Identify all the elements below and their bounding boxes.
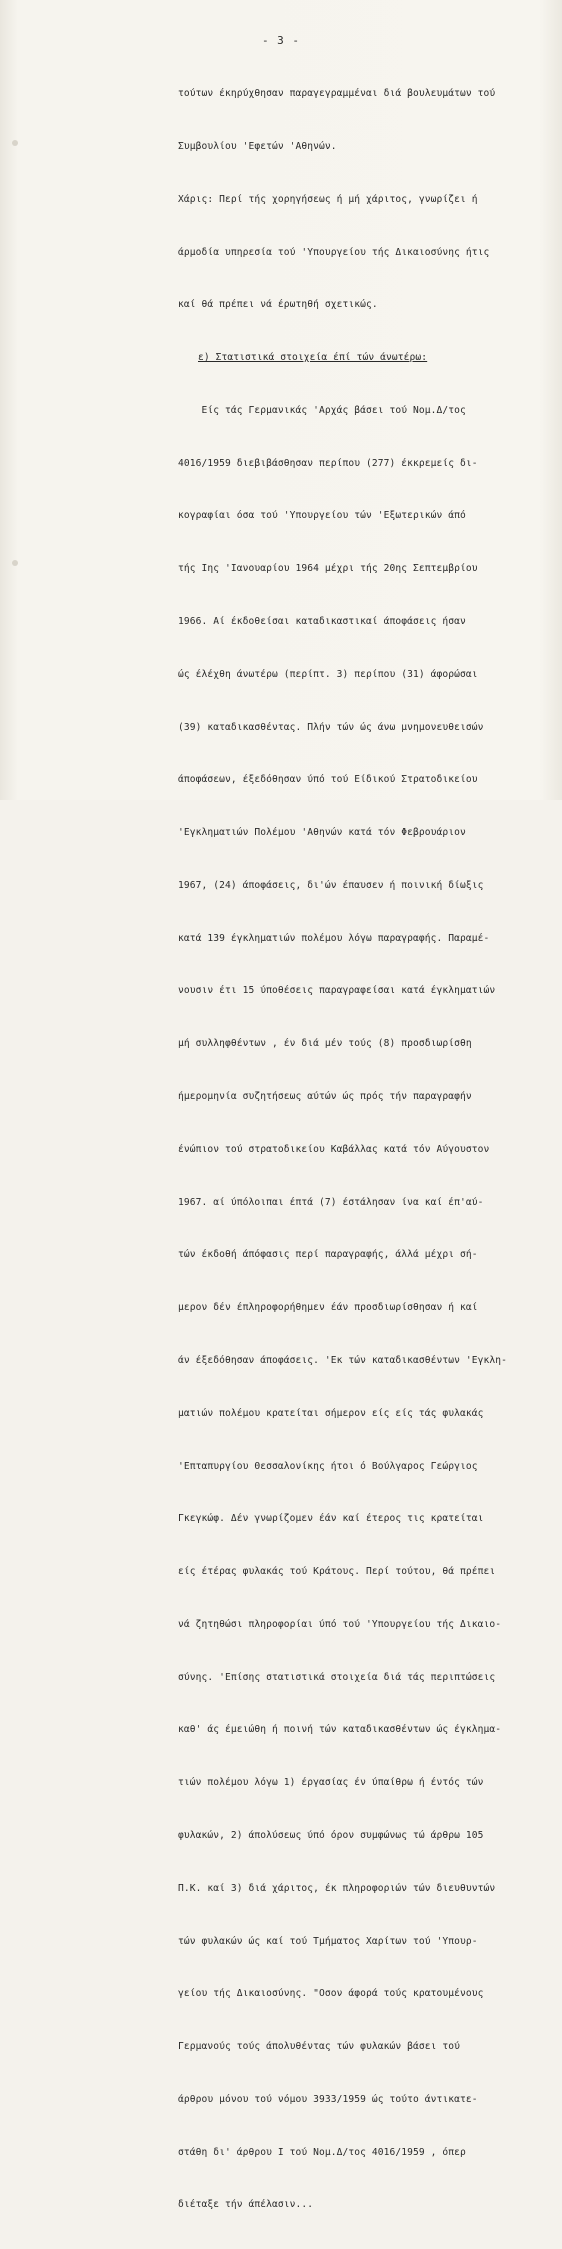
text-line: στάθη δι' άρθρου Ι τού Νομ.Δ/τος 4016/1959 , όπερ [178,2146,466,2158]
text-line: 'Επταπυργίου Θεσσαλονίκης ήτοι ό Βούλγαρος Γεώργιος [178,1460,478,1472]
text-line: 1967, (24) άποφάσεις, δι'ών έπαυσεν ή ποινική δίωξις [178,879,484,891]
text-line: ένώπιον τού στρατοδικείου Καβάλλας κατά τόν Αύγουστον [178,1143,490,1155]
text-line: καί θά πρέπει νά έρωτηθή σχετικώς. [178,299,378,311]
text-line: μερον δέν έπληροφορήθημεν έάν προσδιωρίσθησαν ή καί [178,1302,478,1314]
text-line: τών έκδοθή άπόφασις περί παραγραφής, άλλά μέχρι σή- [178,1249,478,1261]
text-line: τιών πολέμου λόγω 1) έργασίας έν ύπαίθρω ή έντός τών [178,1777,484,1789]
text-line: τών φυλακών ώς καί τού Τμήματος Χαρίτων τού 'Υπουρ- [178,1935,478,1947]
text-line: άρθρου μόνου τού νόμου 3933/1959 ώς τούτο άντικατε- [178,2093,478,2105]
text-line: άν έξεδόθησαν άποφάσεις. 'Εκ τών καταδικασθέντων 'Εγκλη- [178,1354,508,1366]
text-line: 1966. Αί έκδοθείσαι καταδικαστικαί άποφάσεις ήσαν [178,616,466,627]
text-line: διέταξε τήν άπέλασιν... [178,2199,314,2211]
typed-body-text [178,50,556,2249]
text-line: Είς τάς Γερμανικάς 'Αρχάς βάσει τού Νομ.Δ/τος [178,404,466,416]
text-line: ματιών πολέμου κρατείται σήμερον είς είς τάς φυλακάς [178,1407,484,1419]
text-line: (39) καταδικασθέντας. Πλήν τών ώς άνω μνημονευθεισών [178,721,484,733]
text-line: τούτων έκηρύχθησαν παραγεγραμμέναι διά βουλευμάτων τού [178,88,496,100]
text-line: κογραφίαι όσα τού 'Υπουργείου τών 'Εξωτερικών άπό [178,510,466,522]
text-line: 4016/1959 διεβιβάσθησαν περίπου (277) έκκρεμείς δι- [178,457,478,469]
text-line: 'Εγκληματιών Πολέμου 'Αθηνών κατά τόν Φεβρουάριον [178,827,466,839]
text-line: Π.Κ. καί 3) διά χάριτος, έκ πληροφοριών τών διευθυντών [178,1882,496,1894]
punch-hole-mark [12,140,18,146]
text-line: κατά 139 έγκληματιών πολέμου λόγω παραγραφής. Παραμέ- [178,932,490,944]
text-line: είς έτέρας φυλακάς τού Κράτους. Περί τούτου, θά πρέπει [178,1566,496,1578]
text-line: σύνης. 'Επίσης στατιστικά στοιχεία διά τάς περιπτώσεις [178,1671,496,1683]
text-line: ώς έλέχθη άνωτέρω (περίπτ. 3) περίπου (31) άφορώσαι [178,668,478,680]
section-heading: ε) Στατιστικά στοιχεία έπί τών άνωτέρω: [198,352,428,364]
text-line: ήμερομηνία συζητήσεως αύτών ώς πρός τήν παραγραφήν [178,1091,472,1103]
text-line: νά ζητηθώσι πληροφορίαι ύπό τού 'Υπουργείου τής Δικαιο- [178,1618,502,1630]
page-number: - 3 - [261,34,301,47]
punch-hole-mark [12,560,18,566]
text-line: φυλακών, 2) άπολύσεως ύπό όρον συμφώνως τώ άρθρω 105 [178,1829,484,1841]
text-line: άποφάσεων, έξεδόθησαν ύπό τού Είδικού Στρατοδικείου [178,774,478,786]
text-line: Χάρις: Περί τής χορηγήσεως ή μή χάριτος, γνωρίζει ή [178,193,478,205]
text-line: καθ' άς έμειώθη ή ποινή τών καταδικασθέντων ώς έγκλημα- [178,1724,502,1736]
text-line: μή συλληφθέντων , έν διά μέν τούς (8) προσδιωρίσθη [178,1038,472,1050]
text-line: Συμβουλίου 'Εφετών 'Αθηνών. [178,140,337,152]
text-line: γείου τής Δικαιοσύνης. "Οσον άφορά τούς κρατουμένους [178,1988,484,2000]
text-line: άρμοδία υπηρεσία τού 'Υπουργείου τής Δικαιοσύνης ήτις [178,246,490,258]
text-line: νουσιν έτι 15 ύποθέσεις παραγραφείσαι κατά έγκληματιών [178,985,496,997]
text-line: 1967. αί ύπόλοιπαι έπτά (7) έστάλησαν ίνα καί έπ'αύ- [178,1196,484,1208]
text-line: τής Ιης 'Ιανουαρίου 1964 μέχρι τής 20ης Σεπτεμβρίου [178,563,478,575]
text-line: Γερμανούς τούς άπολυθέντας τών φυλακών βάσει τού [178,2041,461,2053]
text-line: Γκεγκώφ. Δέν γνωρίζομεν έάν καί έτερος τις κρατείται [178,1513,484,1525]
